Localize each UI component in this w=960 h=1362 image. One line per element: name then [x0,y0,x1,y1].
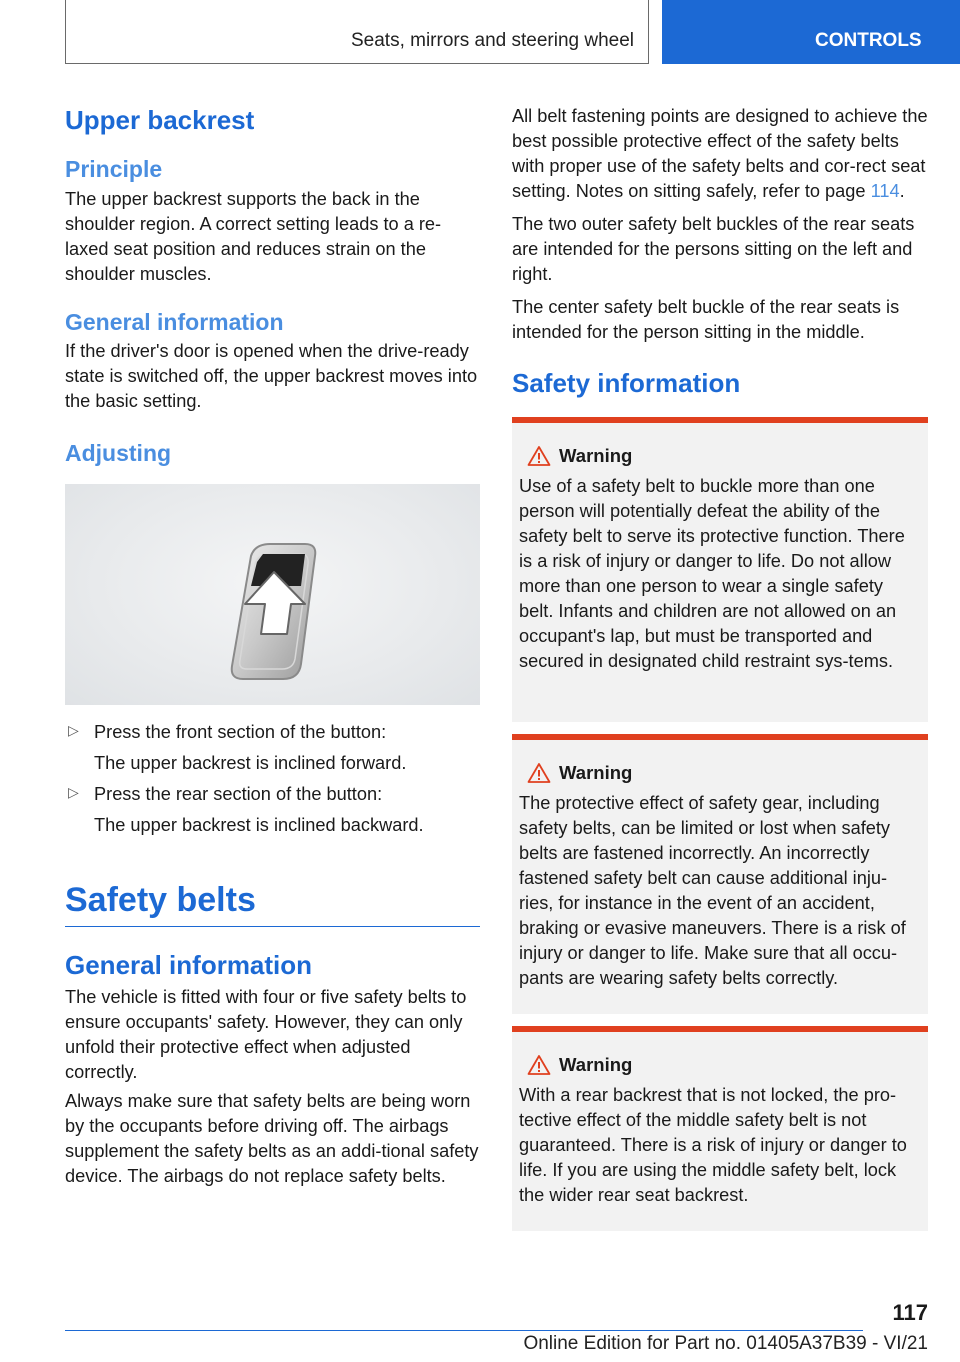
warning-title-text: Warning [559,762,633,783]
principle-text: The upper backrest supports the back in the shoulder region. A correct setting leads to a re‐laxed seat position and reduces strain on the shoulder muscles. [65,189,442,284]
safety-belts-heading-block [65,878,480,927]
warning-box [512,417,928,722]
backrest-button-figure [65,484,480,705]
list-item [65,782,480,838]
safety-belts-heading: Safety belts [65,881,256,919]
warning-text: With a rear backrest that is not locked, the pro‐tective effect of the middle safety belt is not guaranteed. There is a risk of injury or danger to life. If you are using the middle safety belt, lock the wider rear seat backrest. [519,1085,907,1205]
fastening-text: All belt fastening points are designed to achieve the best possible protective effect of the safety belts with proper use of the safety belts and cor‐rect seat setting. Notes on sitting safely, refer to page [512,106,928,201]
belts-paragraph-1: The vehicle is fitted with four or five safety belts to ensure occupants' safety. However, they can only unfold their protective effect when adjusted correctly. [65,987,467,1082]
step-result: The upper backrest is inclined forward. [94,753,407,773]
warning-bar [512,1026,928,1032]
header-section-title [65,0,649,64]
footer-edition: Online Edition for Part no. 01405A37B39 - VI/21 [523,1333,928,1354]
belts-general-heading: General information [65,950,313,980]
warning-title-text: Warning [559,1054,633,1075]
warning-box [512,1026,928,1231]
warning-triangle-icon [527,445,551,467]
left-column [65,100,480,1189]
warning-text: Use of a safety belt to buckle more than one person will potentially defeat the ability of the safety belt to serve its protective function. There is a risk of injury or danger to life. Do not allow more than one person to wear a single safety belt. Infants and children are not allowed on an occupant's lap, but must be transported and secured in designated child restraint sys‐tems. [519,476,905,671]
general-info-text: If the driver's door is opened when the drive-ready state is switched off, the upper backrest moves into the basic setting. [65,341,478,411]
adjusting-heading: Adjusting [65,440,172,466]
triangle-right-icon: ▷ [68,722,79,738]
step-text: Press the rear section of the button: [94,784,383,804]
step-result: The upper backrest is inclined backward. [94,815,424,835]
warning-triangle-icon [527,1054,551,1076]
backrest-button-illustration [65,484,480,705]
list-item [65,720,480,776]
center-buckle-paragraph: The center safety belt buckle of the rear seats is intended for the person sitting in the middle. [512,297,900,342]
principle-heading: Principle [65,156,163,182]
header-chapter-tab [662,0,960,64]
footer-divider [65,1330,863,1331]
fastening-points-paragraph [512,104,928,204]
fastening-text-end: . [899,181,905,201]
warning-box [512,734,928,1014]
upper-backrest-heading: Upper backrest [65,105,255,135]
safety-info-heading: Safety information [512,368,741,398]
general-info-heading: General information [65,309,284,335]
section-title-text: Seats, mirrors and steering wheel [350,30,634,51]
warning-text: The protective effect of safety gear, including safety belts, can be limited or lost when safety belts are fastened incorrectly. An incorrectly fastened safety belt can cause additional inju‐ries, for instance in the event of an accident, braking or evasive maneuvers. There is a risk of injury or danger to life. Make sure that all occu‐pants are wearing safety belts correctly. [519,793,906,988]
triangle-right-icon: ▷ [68,784,79,800]
belts-paragraph-2: Always make sure that safety belts are being worn by the occupants before driving off. The airbags supplement the safety belts as an addi‐tional safety device. The airbags do not replace safety belts. [65,1091,479,1186]
page-number: 117 [892,1300,928,1325]
page-reference-link[interactable]: 114 [870,181,900,201]
warning-title-text: Warning [559,445,633,466]
warning-bar [512,417,928,423]
warning-bar [512,734,928,740]
outer-buckles-paragraph: The two outer safety belt buckles of the rear seats are intended for the persons sitting on the left and right. [512,214,915,284]
warning-title [519,443,918,468]
step-text: Press the front section of the button: [94,722,387,742]
warning-title [519,760,918,785]
warning-title [519,1052,918,1077]
warning-triangle-icon [527,762,551,784]
chapter-title-text: CONTROLS [815,30,922,51]
right-column [512,104,928,1231]
